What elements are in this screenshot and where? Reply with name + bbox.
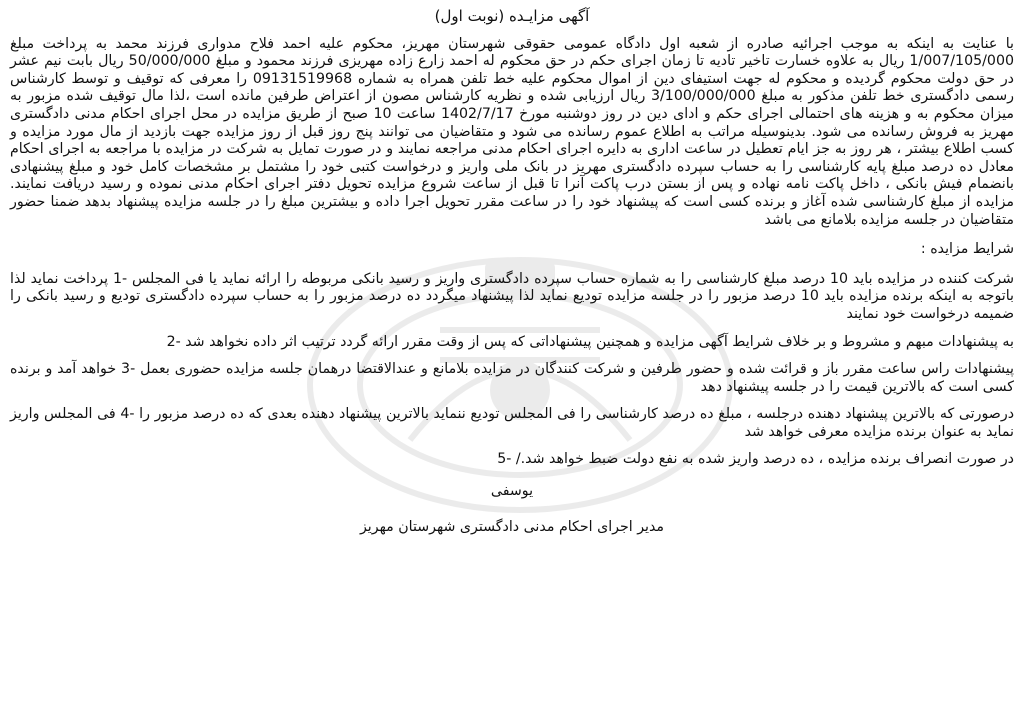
notice-title: آگهی مزایـده (نوبت اول) — [434, 7, 590, 25]
conditions-heading: شرایط مزایده : — [920, 241, 1014, 258]
condition-item-3: پیشنهادات راس ساعت مقرر باز و قرائت شده و حضور طرفین و شرکت کنندگان در مزایده بلامانع و عندالاقتضا درهمان جلسه مزایده حضوری بعمل -3 خواهد آمد و برنده کسی است که بالاترین قیمت را در جلسه پیشنهاد دهد — [10, 361, 1014, 395]
condition-item-4: درصورتی که بالاترین پیشنهاد دهنده درجلسه ، مبلغ ده درصد کارشناسی را فی المجلس تودیع ننماید بالاترین پیشنهاد دهنده بعدی که ده درصد مزبور را -4 فی المجلس واریز نماید به عنوان برنده مزایده معرفی خواهد شد — [10, 406, 1015, 440]
condition-item-1: شرکت کننده در مزایده باید 10 درصد مبلغ کارشناسی را به شماره حساب سپرده دادگستری واریز و رسید بانکی مربوطه را ارائه نماید یا فی المجلس -1 پرداخت نماید لذا باتوجه به اینکه برنده مزایده باید 10 درصد مزبور را در جلسه مزایده تودیع نماید لذا پیشنهاد میگردد ده درصد مزبور را به حساب سپرده دادگستری تودیع و رسید بانکی را ضمیمه درخواست خود نمایند — [10, 270, 1015, 322]
signatory-title: مدیر اجرای احکام مدنی دادگستری شهرستان مهریز — [359, 518, 665, 535]
signatory-name: یوسفی — [490, 483, 534, 500]
notice-body: با عنایت به اینکه به موجب اجرائیه صادره از شعبه اول دادگاه عمومی حقوقی شهرستان مهریز، محکوم علیه احمد فلاح مدواری فرزند محمد به پرداخت مبلغ 1/007/105/000 ریال به علاوه خسارت تاخیر تادیه تا زمان اجرای حکم در حق محکوم له احمد زارع زاده مهریزی فرزند محمود و مبلغ 50/000/000 ریال بابت نیم عشر در حق دولت محکوم گردیده و محکوم له جهت استیفای دین از اموال محکوم علیه خط تلفن همراه به شماره 09131519968 را معرفی که توقیف و توسط کارشناس رسمی دادگستری خط تلفن مذکور به مبلغ 3/100/000/000 ریال ارزیابی شده و نظریه کارشناس مصون از اعتراض طرفین مانده است ،لذا مال توقیف شده مزبور به میزان محکوم به و هزینه های احتمالی اجرای حکم و ادای دین در روز دوشنبه مورخ 1402/7/17 ساعت 10 صبح از طریق مزایده در محل اجرای احکام مدنی دادگستری مهریز به فروش رسانده می شود. بدینوسیله مراتب به اطلاع عموم رسانده می شود و متقاضیان می توانند پنج روز قبل از روز مزایده جهت بازدید از مال مورد مزایده و کسب اطلاع بیشتر ، هر روز به جز ایام تعطیل در ساعت اداری به دایره اجرای احکام مدنی مراجعه نمایند و در صورت تمایل به شرکت در مزایده با مراجعه به اجرای احکام معادل ده درصد مبلغ پایه کارشناسی را به حساب سپرده دادگستری مهریز در بانک ملی واریز و درخواست کتبی خود را مشتمل بر مشخصات کامل خود و مبلغ پیشنهادی بانضمام فیش بانکی ، داخل پاکت نامه نهاده و پس از بستن درب پاکت آنرا تا قبل از ساعت شروع مزایده تحویل دفتر اجرای احکام مدنی نموده و رسید دریافت نمایند. مزایده از مبلغ کارشناسی شده آغاز و برنده کسی است که پیشنهاد خود را در ساعت مقرر تحویل اجرا داده و بیشترین مبلغ را در جلسه مزایده پیشنهاد بدهد ضمنا حضور متقاضیان در جلسه مزایده بلامانع می باشد — [10, 35, 1014, 228]
notice-content — [10, 8, 1014, 536]
condition-item-5: در صورت انصراف برنده مزایده ، ده درصد واریز شده به نفع دولت ضبط خواهد شد./ -5 — [497, 451, 1014, 468]
condition-item-2: به پیشنهادات مبهم و مشروط و بر خلاف شرایط آگهی مزایده و همچنین پیشنهاداتی که پس از وقت مقرر ارائه گردد ترتیب اثر داده نخواهد شد -2 — [166, 333, 1014, 350]
